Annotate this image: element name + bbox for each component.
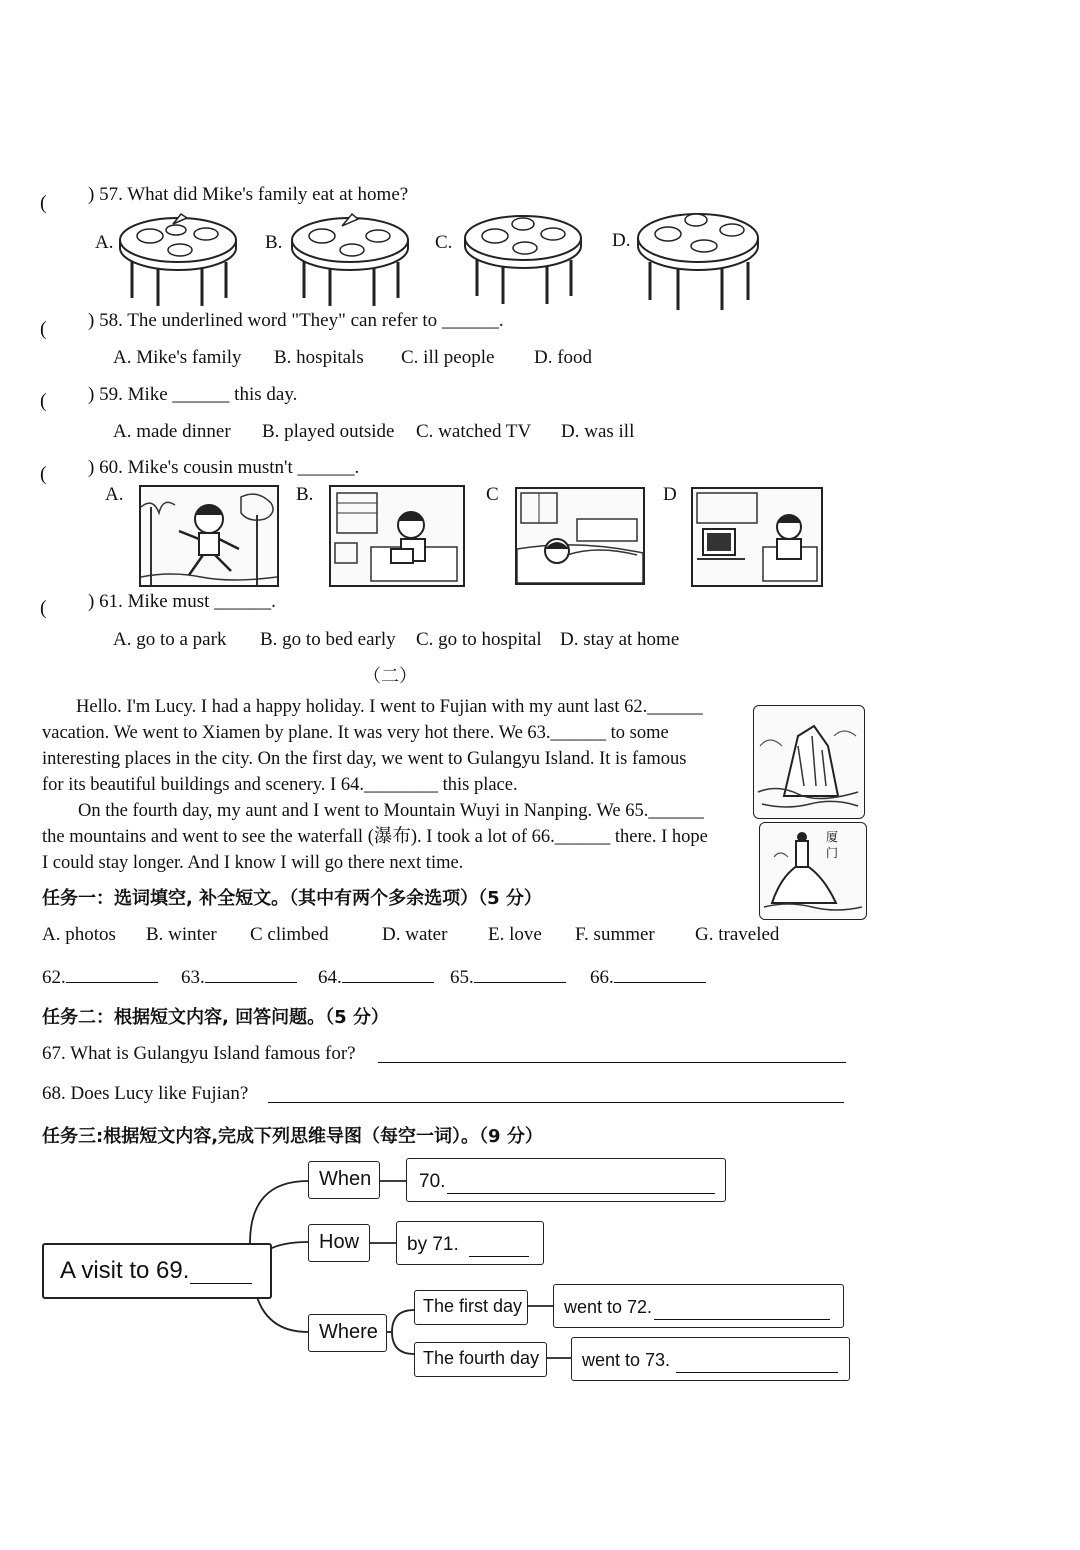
photo-gulangyu [759, 822, 867, 920]
node-first-day [414, 1290, 528, 1325]
answer-blank[interactable] [590, 964, 706, 989]
node-when [308, 1161, 380, 1199]
option-label: B. played outside [262, 421, 395, 442]
node-label: Where [319, 1321, 378, 1343]
picture-child-in-bed [515, 487, 645, 585]
passage-line: interesting places in the city. On the first day, we went to Gulangyu Island. It is famous [42, 749, 687, 769]
word-option: C climbed [250, 924, 329, 945]
answer-box-71[interactable] [396, 1221, 544, 1265]
node-label: The first day [423, 1296, 523, 1316]
question-58: ) 58. The underlined word "They" can refer to ______. [88, 310, 504, 331]
answer-box-72[interactable] [553, 1284, 844, 1328]
option-label: A. Mike's family [113, 347, 242, 368]
answer-blank[interactable] [450, 964, 566, 989]
task3-title: 任务三:根据短文内容,完成下列思维导图（每空一词）。（9 分） [42, 1126, 543, 1147]
task1-title: 任务一：选词填空, 补全短文。（其中有两个多余选项）（5 分） [42, 888, 542, 909]
answer-paren: ( [40, 463, 47, 485]
option-label: D. [612, 230, 631, 251]
word-option: D. water [382, 924, 448, 945]
box-label: 70. [419, 1171, 446, 1192]
section-title: （二） [363, 666, 417, 687]
blank-number: 62. [42, 967, 66, 988]
passage-line: the mountains and went to see the waterfall (瀑布). I took a lot of 66.______ there. I hope [42, 827, 708, 847]
option-label: D. was ill [561, 421, 635, 442]
table-food-illustration-a [118, 210, 243, 310]
node-label: The fourth day [423, 1348, 540, 1368]
question-67: 67. What is Gulangyu Island famous for? [42, 1043, 356, 1064]
option-label: B. [265, 232, 283, 253]
table-food-illustration-c [463, 208, 588, 308]
question-57: ) 57. What did Mike's family eat at home? [88, 184, 409, 205]
box-label: went to 73. [582, 1350, 671, 1370]
node-label: How [319, 1231, 360, 1253]
task2-title: 任务二：根据短文内容, 回答问题。（5 分） [42, 1007, 389, 1028]
blank-number: 65. [450, 967, 474, 988]
root-label: A visit to 69. [60, 1257, 190, 1284]
blank-number: 66. [590, 967, 614, 988]
box-label: by 71. [407, 1234, 459, 1255]
option-label: D. stay at home [560, 629, 680, 650]
option-label: B. [296, 484, 314, 505]
node-where [308, 1314, 387, 1352]
node-how [308, 1224, 370, 1262]
option-label: A. [105, 484, 124, 505]
mind-map-root [42, 1243, 272, 1299]
option-label: B. go to bed early [260, 629, 396, 650]
answer-blank[interactable] [42, 964, 158, 989]
answer-line-68[interactable] [268, 1102, 844, 1103]
answer-paren: ( [40, 318, 47, 340]
word-option: E. love [488, 924, 542, 945]
option-label: A. go to a park [113, 629, 227, 650]
answer-paren: ( [40, 390, 47, 412]
answer-paren: ( [40, 192, 47, 214]
question-60: ) 60. Mike's cousin mustn't ______. [88, 457, 360, 478]
question-68: 68. Does Lucy like Fujian? [42, 1083, 249, 1104]
question-61: ) 61. Mike must ______. [88, 591, 276, 612]
box-label: went to 72. [564, 1297, 653, 1317]
answer-line-67[interactable] [378, 1062, 846, 1063]
option-label: A. made dinner [113, 421, 231, 442]
photo-mountain-wuyi [753, 705, 865, 819]
photo-caption: 厦门 [826, 830, 839, 860]
word-option: G. traveled [695, 924, 780, 945]
answer-paren: ( [40, 597, 47, 619]
node-label: When [319, 1168, 372, 1190]
passage-line: for its beautiful buildings and scenery. I 64.________ this place. [42, 775, 518, 795]
option-label: C. go to hospital [416, 629, 542, 650]
option-label: D [663, 484, 677, 505]
passage-line: Hello. I'm Lucy. I had a happy holiday. I went to Fujian with my aunt last 62.______ [76, 697, 703, 717]
option-label: B. hospitals [274, 347, 364, 368]
answer-blank[interactable] [318, 964, 434, 989]
option-label: C. watched TV [416, 421, 532, 442]
word-option: A. photos [42, 924, 116, 945]
passage-line: vacation. We went to Xiamen by plane. It was very hot there. We 63.______ to some [42, 723, 669, 743]
picture-boy-reading [329, 485, 465, 587]
picture-boy-running [139, 485, 279, 587]
option-label: C. ill people [401, 347, 495, 368]
answer-box-70[interactable] [406, 1158, 726, 1202]
passage-line: On the fourth day, my aunt and I went to Mountain Wuyi in Nanping. We 65.______ [78, 801, 704, 821]
option-label: C. [435, 232, 453, 253]
answer-blank-69[interactable] [190, 1263, 252, 1284]
blank-number: 63. [181, 967, 205, 988]
blank-number: 64. [318, 967, 342, 988]
answer-blank[interactable] [181, 964, 297, 989]
option-label: D. food [534, 347, 593, 368]
table-food-illustration-d [636, 206, 764, 314]
table-food-illustration-b [290, 210, 415, 310]
node-fourth-day [414, 1342, 547, 1377]
option-label: C [486, 484, 499, 505]
picture-boy-watching-tv [691, 487, 823, 587]
answer-box-73[interactable] [571, 1337, 850, 1381]
question-59: ) 59. Mike ______ this day. [88, 384, 298, 405]
word-option: F. summer [575, 924, 655, 945]
option-label: A. [95, 232, 114, 253]
word-option: B. winter [146, 924, 217, 945]
passage-line: I could stay longer. And I know I will go there next time. [42, 853, 464, 873]
